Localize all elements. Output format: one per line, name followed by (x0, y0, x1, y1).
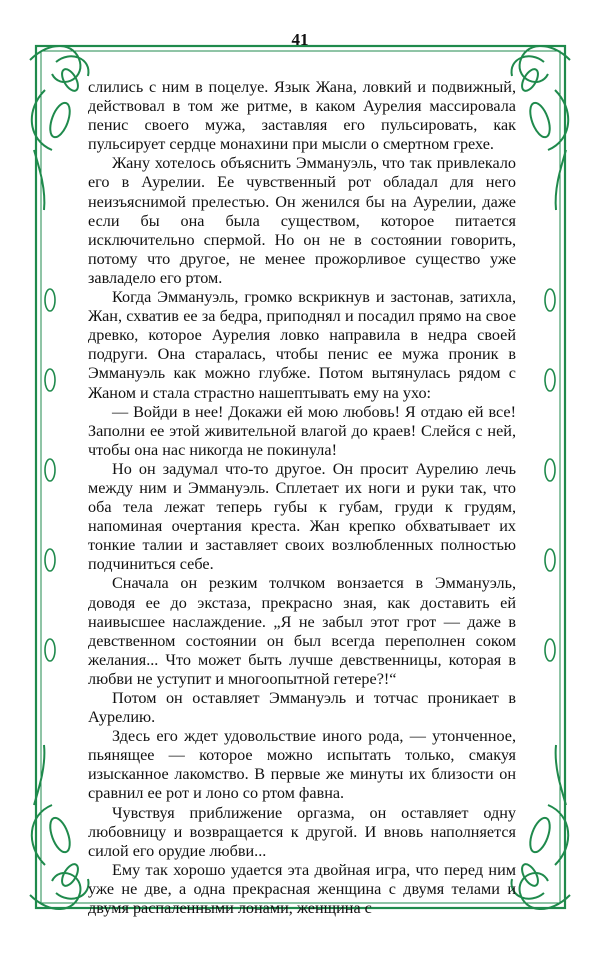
paragraph: Потом он оставляет Эммануэль и тотчас проникает в Аурелию. (88, 689, 516, 727)
paragraph: Сначала он резким толчком вонзается в Эммануэль, доводя ее до экстаза, прекрасно зная, как доставить ей наивысшее наслаждение. „Я не забыл этот грот — даже в девственном состоянии он был всегда переполнен соком желания... Что может быть лучше девственницы, которая в любви не уступит и многоопытной гетере?!“ (88, 574, 516, 688)
corner-ornament-top-left (30, 46, 88, 210)
side-ornament-left (45, 289, 55, 661)
page-number: 41 (291, 30, 309, 49)
body-text (88, 78, 516, 918)
paragraph: Но он задумал что-то другое. Он просит Аурелию лечь между ним и Эммануэль. Сплетает их ноги и руки так, что оба тела лежат теперь губы к губам, груди к грудям, напоминая очертания креста. Жан крепко обхватывает их тонкие талии и заставляет своих возлюбленных полностью подчиниться себе. (88, 459, 516, 574)
side-ornament-right (545, 289, 555, 661)
paragraph: — Войди в нее! Докажи ей мою любовь! Я отдаю ей все! Заполни ее этой живительной влагой до краев! Слейся с ней, чтобы она нас никогда не покинула! (88, 402, 516, 459)
paragraph: слились с ним в поцелуе. Язык Жана, ловкий и подвижный, действовал в том же ритме, в каком Аурелия массировала пенис своего мужа, заставляя его пульсировать, как пульсирует сердце монахини при мысли о смертном грехе. (88, 78, 516, 154)
paragraph: Жану хотелось объяснить Эммануэль, что так привлекало его в Аурелии. Ее чувственный рот обладал для него неизъяснимой прелестью. Он женился бы на Аурелии, даже если бы она была существом, которое питается исключительно спермой. Но он не в состоянии говорить, потому что другое, не менее прожорливое существо уже завладело его ртом. (88, 154, 516, 287)
corner-ornament-top-right (512, 46, 570, 210)
corner-ornament-bottom-left (30, 745, 88, 909)
corner-ornament-bottom-right (512, 745, 570, 909)
paragraph: Чувствуя приближение оргазма, он оставляет одну любовницу и возвращается к другой. И вновь наполняется силой его орудие любви... (88, 803, 516, 860)
paragraph: Здесь его ждет удовольствие иного рода, — утонченное, пьянящее — которое можно испытать только, смакуя изысканное лакомство. В первые же минуты их близости он сравнил ее рот и лоно со ртом фавна. (88, 727, 516, 803)
paragraph: Ему так хорошо удается эта двойная игра, что перед ним уже не две, а одна прекрасная женщина с двумя телами и двумя распаленными лонами, женщина с (88, 860, 516, 918)
paragraph: Когда Эммануэль, громко вскрикнув и застонав, затихла, Жан, схватив ее за бедра, приподнял и посадил прямо на свое древко, которое Аурелия ловко направила в недра своей подруги. Она старалась, чтобы пенис ее мужа проник в Эммануэль как можно глубже. Потом вытянулась рядом с Жаном и стала страстно нашептывать ему на ухо: (88, 288, 516, 402)
